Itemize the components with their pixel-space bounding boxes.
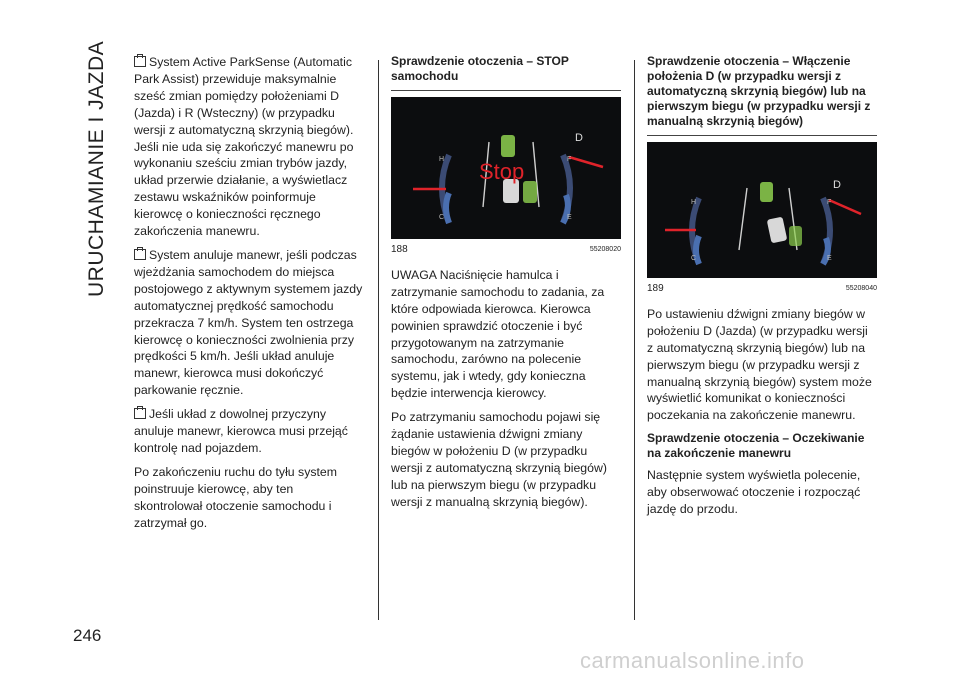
section-heading: Sprawdzenie otoczenia – Oczekiwanie na zakończenie manewru bbox=[647, 431, 865, 461]
column-divider bbox=[378, 60, 379, 620]
body-paragraph: Po zatrzymaniu samochodu pojawi się żądanie ustawienia dźwigni zmiany biegów w położeniu D (w przypadku wersji z automatyczną skrzynią biegów) lub na pierwszym biegu (w przypadku wersji z manualną skrzynią biegów). bbox=[391, 410, 607, 509]
svg-text:F: F bbox=[827, 199, 832, 206]
bullet-paragraph: System anuluje manewr, jeśli podczas wjeżdżania samochodem do miejsca postojowego z aktywnym systemem jazdy automatycznej prędkość samochodu przekracza 7 km/h. System ten ostrzega kierowcę o konieczności zwolnienia przy prędkości 5 km/h. Jeśli układ anuluje manewr, kierowca musi dokończyć parkowanie ręcznie. bbox=[134, 247, 363, 398]
cluster-display-icon bbox=[647, 142, 877, 278]
svg-text:F: F bbox=[567, 156, 572, 163]
chapter-title bbox=[84, 40, 110, 298]
note-icon bbox=[134, 408, 146, 419]
body-paragraph: Następnie system wyświetla polecenie, aby obserwować otoczenie i rozpocząć jazdę do przodu. bbox=[647, 468, 861, 517]
heading-rule bbox=[647, 135, 877, 136]
note-icon bbox=[134, 56, 146, 67]
stop-overlay-text: Stop bbox=[479, 159, 525, 184]
cluster-figure-stop bbox=[391, 97, 621, 239]
svg-text:C: C bbox=[439, 214, 445, 221]
figure-caption bbox=[391, 242, 621, 259]
column-1 bbox=[134, 54, 364, 538]
svg-text:C: C bbox=[691, 255, 697, 262]
figure-code: 55208040 bbox=[845, 285, 877, 292]
figure-caption bbox=[647, 281, 877, 298]
section-heading: Sprawdzenie otoczenia – Włączenie położenia D (w przypadku wersji z automatyczną skrzynią biegów) lub na pierwszym biegu (w przypadku wersji z manualną skrzynią biegów) bbox=[647, 54, 871, 128]
column-2 bbox=[391, 54, 621, 518]
page-number: 246 bbox=[73, 626, 102, 645]
svg-text:D: D bbox=[575, 132, 583, 144]
watermark: carmanualsonline.info bbox=[580, 648, 805, 673]
note-icon bbox=[134, 249, 146, 260]
body-paragraph: Po zakończeniu ruchu do tyłu system poinstruuje kierowcę, aby ten skontrolował otoczenie samochodu i zatrzymał go. bbox=[134, 464, 338, 530]
column-3 bbox=[647, 54, 877, 525]
chapter-title-text: URUCHAMIANIE I JAZDA bbox=[85, 40, 108, 297]
svg-text:E: E bbox=[567, 214, 572, 221]
body-paragraph: UWAGA Naciśnięcie hamulca i zatrzymanie samochodu to zadania, za które odpowiada kierowca. Kierowca powinien sprawdzić otoczenie i być przygotowanym na zatrzymanie samochodu, zarówno na polecenie systemu, jak i wtedy, gdy konieczna będzie interwencja kierowcy. bbox=[391, 267, 605, 401]
figure-number: 188 bbox=[391, 244, 408, 255]
cluster-figure-drive bbox=[647, 142, 877, 278]
svg-text:H: H bbox=[691, 199, 697, 206]
bullet-paragraph: System Active ParkSense (Automatic Park Assist) przewiduje maksymalnie sześć zmian pomiędzy położeniami D (Jazda) i R (Wsteczny) (w przypadku wersji z automatyczną skrzynią biegów). Jeśli nie uda się zakończyć manewru po wykonaniu sześciu zmian trybów jazdy, układ przerwie działanie, a wyświetlacz zestawu wskaźników poinformuje kierowcę o konieczności ręcznego zakończenia manewru. bbox=[134, 55, 354, 239]
bullet-paragraph: Jeśli układ z dowolnej przyczyny anuluje manewr, kierowca musi przejąć kontrolę nad pojazdem. bbox=[134, 407, 348, 455]
section-heading: Sprawdzenie otoczenia – STOP samochodu bbox=[391, 54, 569, 83]
column-divider bbox=[634, 60, 635, 620]
cluster-display-icon bbox=[391, 97, 621, 239]
svg-text:H: H bbox=[439, 156, 445, 163]
svg-text:D: D bbox=[833, 179, 841, 191]
figure-number: 189 bbox=[647, 283, 664, 294]
figure-code: 55208020 bbox=[589, 246, 621, 253]
svg-text:E: E bbox=[827, 255, 832, 262]
body-paragraph: Po ustawieniu dźwigni zmiany biegów w położeniu D (Jazda) (w przypadku wersji z automatyczną skrzynią biegów) lub na pierwszym biegu (w przypadku wersji z manualną skrzynią biegów) system może wyświetlić komunikat o konieczności poczekania na zakończenie manewru. bbox=[647, 306, 872, 423]
heading-rule bbox=[391, 90, 621, 91]
